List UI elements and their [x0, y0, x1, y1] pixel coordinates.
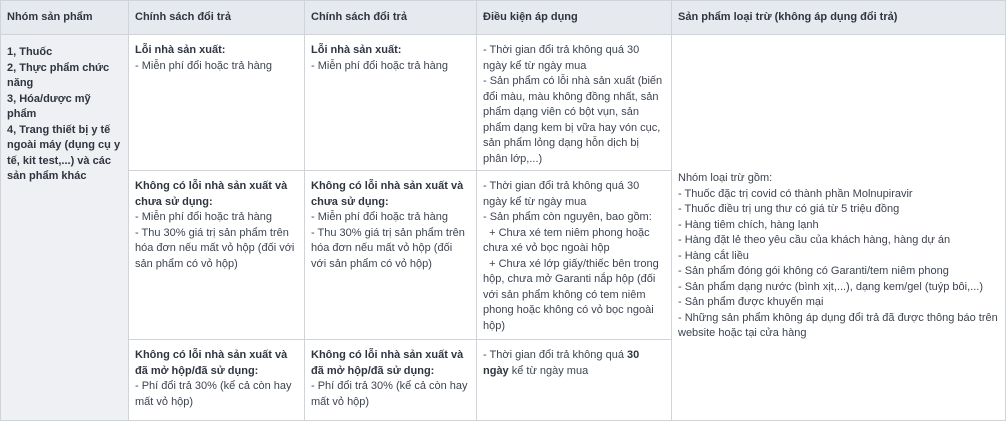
policy-title: Không có lỗi nhà sản xuất và chưa sử dụng:	[311, 180, 467, 208]
conditions-cell	[477, 35, 672, 171]
condition-line: + Chưa xé lớp giấy/thiếc bên trong hộp, chưa mở Garanti nắp hộp (đối với sản phẩm không có tem niêm phong hoặc không có vỏ bọc ngoài hộp)	[483, 257, 662, 332]
policy-line: - Phí đổi trả 30% (kể cả còn hay mất vỏ hộp)	[135, 380, 295, 408]
exclusion-line: Nhóm loại trừ gồm:	[678, 172, 773, 184]
policy-line: - Miễn phí đổi hoặc trả hàng	[135, 211, 272, 223]
policy-line: - Thu 30% giá trị sản phẩm trên hóa đơn nếu mất vỏ hộp (đối với sản phẩm có vỏ hộp)	[135, 226, 298, 270]
policy-title: Không có lỗi nhà sản xuất và chưa sử dụng:	[135, 180, 291, 208]
header-conditions: Điều kiện áp dụng	[477, 1, 672, 35]
condition-text: - Thời gian đổi trả không quá	[483, 349, 627, 361]
policy-line: - Thu 30% giá trị sản phẩm trên hóa đơn nếu mất vỏ hộp (đối với sản phẩm có vỏ hộp)	[311, 226, 468, 270]
condition-line	[483, 348, 665, 379]
policy-title: Lỗi nhà sản xuất:	[135, 44, 226, 56]
group-item: 4, Trang thiết bị y tế ngoài máy (dụng cụ y tế, kit test,...) và các sản phẩm khác	[7, 123, 124, 182]
policy-cell-2	[305, 340, 477, 421]
header-return-policy-2: Chính sách đổi trả	[305, 1, 477, 35]
exclusion-line: - Thuốc điều trị ung thư có giá từ 5 triệu đồng	[678, 203, 900, 215]
conditions-cell	[477, 171, 672, 340]
policy-cell	[129, 171, 305, 340]
policy-title: Không có lỗi nhà sản xuất và đã mở hộp/đã sử dụng:	[135, 349, 291, 377]
policy-title: Lỗi nhà sản xuất:	[311, 44, 402, 56]
header-exclusions: Sản phẩm loại trừ (không áp dụng đổi trả)	[672, 1, 1006, 35]
exclusion-line: - Những sản phẩm không áp dụng đổi trả đã được thông báo trên website hoặc tại cửa hàng	[678, 311, 1001, 339]
header-return-policy: Chính sách đổi trả	[129, 1, 305, 35]
policy-cell-2	[305, 35, 477, 171]
group-item: 2, Thực phẩm chức năng	[7, 61, 113, 89]
condition-line: - Sản phẩm có lỗi nhà sản xuất (biến đổi màu, màu không đồng nhất, sản phẩm dạng viên có bột vụn, sản phẩm dạng kem bị vữa hay vón cục, sản phẩm lỏng dạng hỗn dịch bị phân lớp,...)	[483, 75, 666, 165]
exclusion-line: - Thuốc đặc trị covid có thành phần Molnupiravir	[678, 187, 913, 200]
policy-cell	[129, 340, 305, 421]
header-product-group: Nhóm sản phẩm	[1, 1, 129, 35]
exclusion-line: - Sản phẩm dạng nước (bình xịt,...), dạng kem/gel (tuýp bôi,...)	[678, 280, 984, 293]
exclusion-line: - Hàng đặt lẻ theo yêu cầu của khách hàng, hàng dự án	[678, 234, 951, 246]
condition-line: + Chưa xé tem niêm phong hoặc chưa xé vỏ bọc ngoài hộp	[483, 226, 653, 254]
policy-line: - Phí đổi trả 30% (kể cả còn hay mất vỏ hộp)	[311, 380, 471, 408]
group-item: 1, Thuốc	[7, 46, 53, 58]
exclusion-line: - Hàng tiêm chích, hàng lạnh	[678, 218, 819, 231]
exclusion-line: - Hàng cắt liều	[678, 249, 749, 262]
exclusions-cell	[672, 35, 1006, 421]
policy-line: - Miễn phí đổi hoặc trả hàng	[135, 59, 272, 72]
product-group-cell	[1, 35, 129, 421]
table-row	[1, 35, 1006, 171]
header-row	[1, 1, 1006, 35]
conditions-cell	[477, 340, 672, 421]
group-item: 3, Hóa/dược mỹ phẩm	[7, 92, 94, 120]
policy-cell-2	[305, 171, 477, 340]
policy-cell	[129, 35, 305, 171]
condition-line: - Thời gian đổi trả không quá 30 ngày kể từ ngày mua	[483, 44, 643, 72]
exclusion-line: - Sản phẩm được khuyến mại	[678, 296, 824, 308]
condition-emphasis: 30 ngày	[483, 349, 643, 377]
condition-line: - Sản phẩm còn nguyên, bao gồm:	[483, 211, 652, 223]
exclusion-line: - Sản phẩm đóng gói không có Garanti/tem niêm phong	[678, 265, 949, 277]
condition-line: - Thời gian đổi trả không quá 30 ngày kể từ ngày mua	[483, 180, 643, 208]
policy-line: - Miễn phí đổi hoặc trả hàng	[311, 211, 448, 223]
policy-title: Không có lỗi nhà sản xuất và đã mở hộp/đã sử dụng:	[311, 349, 467, 377]
policy-line: - Miễn phí đổi hoặc trả hàng	[311, 59, 448, 72]
condition-text: kể từ ngày mua	[508, 364, 589, 377]
